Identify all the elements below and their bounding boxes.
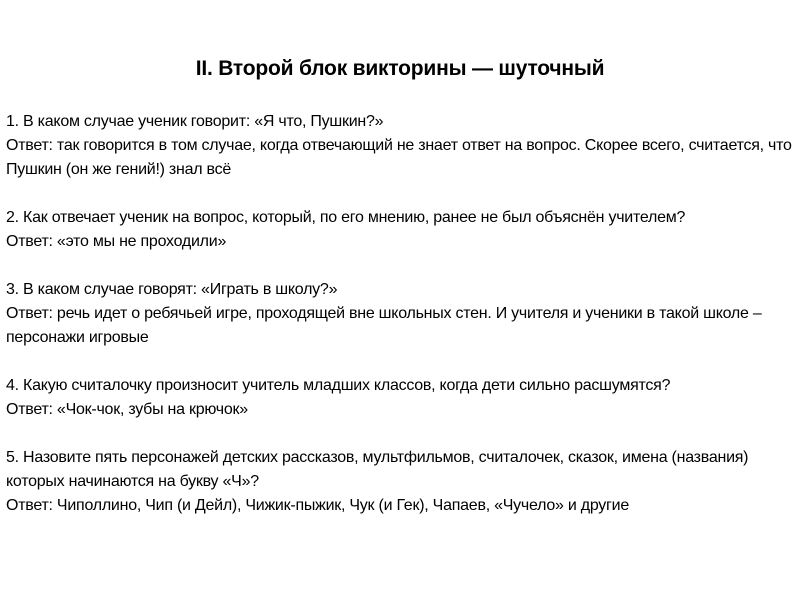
quiz-item-4 — [6, 374, 794, 422]
quiz-item-2 — [6, 206, 794, 254]
quiz-item-5 — [6, 446, 794, 518]
answer-5: Ответ: Чиполлино, Чип (и Дейл), Чижик-пыжик, Чук (и Гек), Чапаев, «Чучело» и другие — [6, 497, 629, 514]
question-3: 3. В каком случае говорят: «Играть в школу?» — [6, 281, 338, 298]
slide-title: II. Второй блок викторины — шуточный — [195, 57, 605, 80]
question-2: 2. Как отвечает ученик на вопрос, который, по его мнению, ранее не был объяснён учителем? — [6, 209, 686, 226]
quiz-item-1 — [6, 110, 794, 182]
answer-2: Ответ: «это мы не проходили» — [6, 233, 227, 250]
quiz-item-3 — [6, 278, 794, 350]
quiz-body — [6, 110, 794, 518]
answer-3: Ответ: речь идет о ребячьей игре, проходящей вне школьных стен. И учителя и ученики в такой школе – персонажи игровые — [6, 305, 762, 346]
question-5: 5. Назовите пять персонажей детских рассказов, мультфильмов, считалочек, сказок, имена (названия) которых начинаются на букву «Ч»? — [6, 449, 749, 490]
question-4: 4. Какую считалочку произносит учитель младших классов, когда дети сильно расшумятся? — [6, 377, 671, 394]
answer-4: Ответ: «Чок-чок, зубы на крючок» — [6, 401, 248, 418]
question-1: 1. В каком случае ученик говорит: «Я что, Пушкин?» — [6, 113, 384, 130]
answer-1: Ответ: так говорится в том случае, когда отвечающий не знает ответ на вопрос. Скорее всего, считается, что Пушкин (он же гений!) знал всё — [6, 137, 792, 178]
